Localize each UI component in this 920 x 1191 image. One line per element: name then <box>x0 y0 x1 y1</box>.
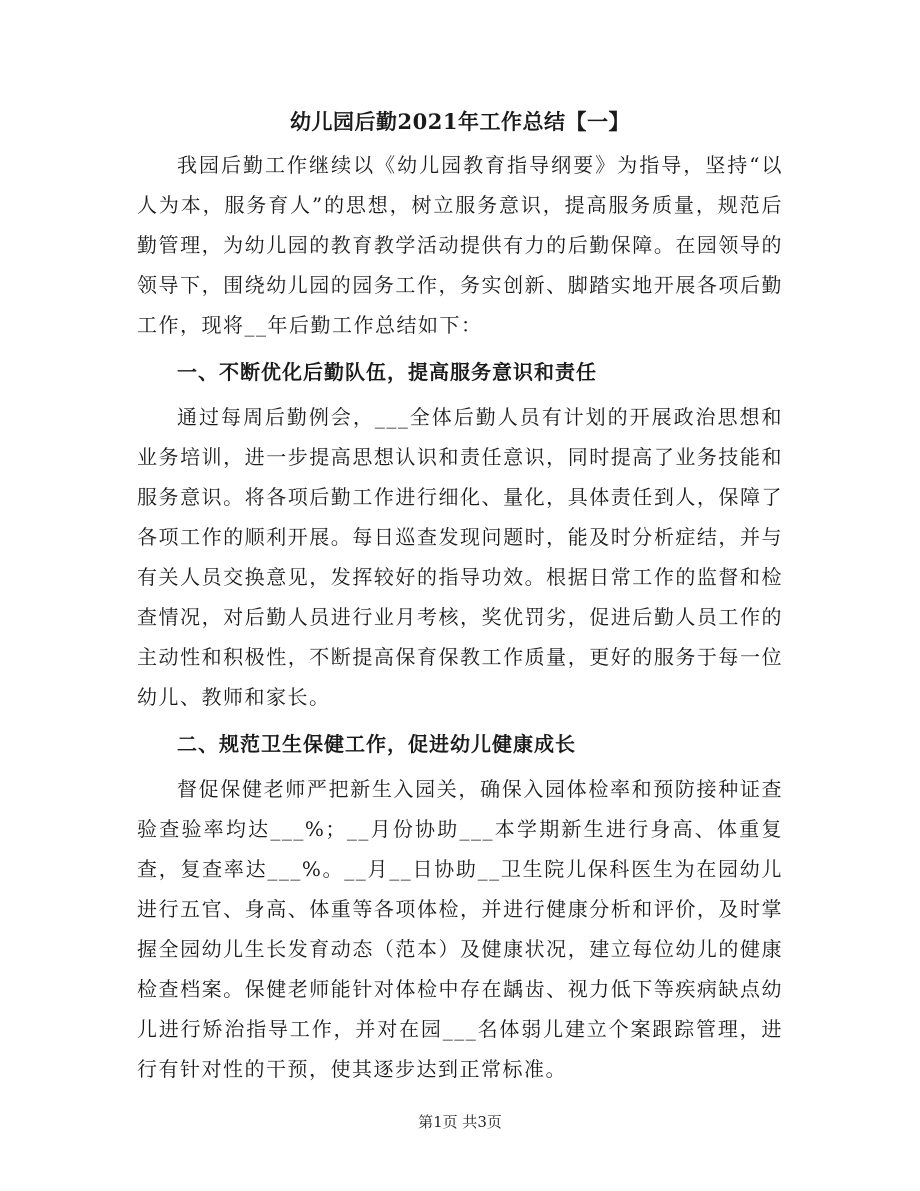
document-body <box>137 145 783 1089</box>
section-1-paragraph: 通过每周后勤例会，___全体后勤人员有计划的开展政治思想和业务培训，进一步提高思想认识和责任意识，同时提高了业务技能和服务意识。将各项后勤工作进行细化、量化，具体责任到人，保障了各项工作的顺利开展。每日巡查发现问题时，能及时分析症结，并与有关人员交换意见，发挥较好的指导功效。根据日常工作的监督和检查情况，对后勤人员进行业月考核，奖优罚劣，促进后勤人员工作的主动性和积极性，不断提高保育保教工作质量，更好的服务于每一位幼儿、教师和家长。 <box>137 405 783 709</box>
intro-paragraph: 我园后勤工作继续以《幼儿园教育指导纲要》为指导，坚持“以人为本，服务育人”的思想，树立服务意识，提高服务质量，规范后勤管理，为幼儿园的教育教学活动提供有力的后勤保障。在园领导的领导下，围绕幼儿园的园务工作，务实创新、脚踏实地开展各项后勤工作，现将__年后勤工作总结如下： <box>137 153 783 337</box>
section-2-paragraph: 督促保健老师严把新生入园关，确保入园体检率和预防接种证查验查验率均达___%；__月份协助___本学期新生进行身高、体重复查，复查率达___%。__月__日协助__卫生院儿保科医生为在园幼儿进行五官、身高、体重等各项体检，并进行健康分析和评价，及时掌握全园幼儿生长发育动态（范本）及健康状况，建立每位幼儿的健康检查档案。保健老师能针对体检中存在龋齿、视力低下等疾病缺点幼儿进行矫治指导工作，并对在园___名体弱儿建立个案跟踪管理，进行有针对性的干预，使其逐步达到正常标准。 <box>137 777 783 1081</box>
section-2-heading: 二、规范卫生保健工作，促进幼儿健康成长 <box>177 732 576 756</box>
section-1-heading: 一、不断优化后勤队伍，提高服务意识和责任 <box>177 360 597 384</box>
page-number-footer: 第1页 共3页 <box>418 1113 502 1131</box>
document-title: 幼儿园后勤2021年工作总结【一】 <box>290 109 630 134</box>
